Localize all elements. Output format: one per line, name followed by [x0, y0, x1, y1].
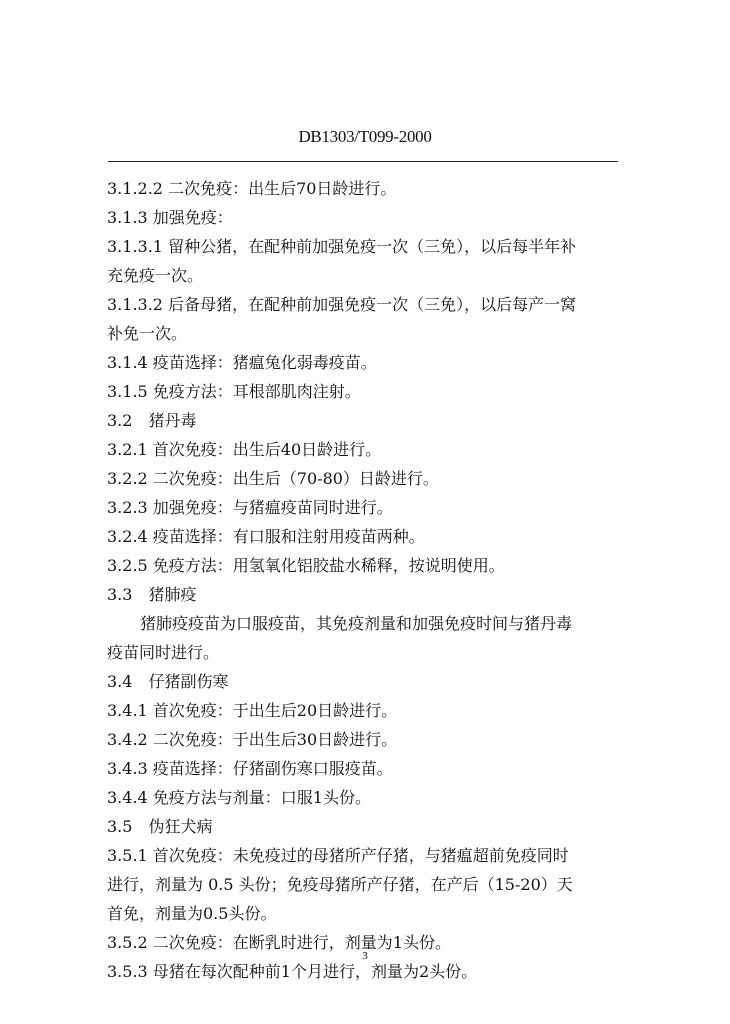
text-line: 3.1.3.1 留种公猪，在配种前加强免疫一次（三免），以后每半年补 [107, 237, 577, 256]
text-line: 3.1.5 免疫方法：耳根部肌肉注射。 [107, 382, 361, 401]
text-line: 3.1.3.2 后备母猪，在配种前加强免疫一次（三免），以后每产一窝 [107, 295, 577, 314]
page-number: 3 [362, 950, 368, 962]
document-body [107, 174, 635, 986]
text-line: 3.4.2 二次免疫：于出生后30日龄进行。 [107, 730, 398, 749]
header-rule [108, 161, 618, 162]
text-line: 3.5.3 母猪在每次配种前1个月进行，剂量为2头份。 [107, 962, 478, 981]
text-line: 3.1.4 疫苗选择：猪瘟兔化弱毒疫苗。 [107, 353, 377, 372]
text-line: 3.3 猪肺疫 [107, 585, 197, 604]
text-line: 3.2.5 免疫方法：用氢氧化铝胶盐水稀释，按说明使用。 [107, 556, 505, 575]
text-line: 3.4.3 疫苗选择：仔猪副伤寒口服疫苗。 [107, 759, 393, 778]
text-line: 3.2.1 首次免疫：出生后40日龄进行。 [107, 440, 382, 459]
text-line: 3.2.3 加强免疫：与猪瘟疫苗同时进行。 [107, 498, 393, 517]
text-line: 3.4.1 首次免疫：于出生后20日龄进行。 [107, 701, 398, 720]
text-line: 3.2.2 二次免疫：出生后（70-80）日龄进行。 [107, 469, 439, 488]
text-line: 3.5.2 二次免疫：在断乳时进行，剂量为1头份。 [107, 933, 451, 952]
text-line: 3.5 伪狂犬病 [107, 817, 213, 836]
text-line: 充免疫一次。 [107, 266, 204, 285]
text-line: 补免一次。 [107, 324, 188, 343]
document-header-code: DB1303/T099-2000 [298, 127, 432, 146]
text-line: 首免，剂量为0.5头份。 [107, 904, 277, 923]
text-line: 3.2 猪丹毒 [107, 411, 197, 430]
text-line: 3.1.3 加强免疫： [107, 208, 233, 227]
text-line: 3.1.2.2 二次免疫：出生后70日龄进行。 [107, 179, 397, 198]
text-line: 3.5.1 首次免疫：未免疫过的母猪所产仔猪，与猪瘟超前免疫同时 [107, 846, 569, 865]
text-line: 3.2.4 疫苗选择：有口服和注射用疫苗两种。 [107, 527, 425, 546]
text-line: 3.4.4 免疫方法与剂量：口服1头份。 [107, 788, 371, 807]
text-line: 疫苗同时进行。 [107, 643, 220, 662]
text-line: 3.4 仔猪副伤寒 [107, 672, 229, 691]
text-line: 进行，剂量为 0.5 头份；免疫母猪所产仔猪，在产后（15-20）天 [107, 875, 573, 894]
text-line: 猪肺疫疫苗为口服疫苗，其免疫剂量和加强免疫时间与猪丹毒 [140, 614, 573, 633]
